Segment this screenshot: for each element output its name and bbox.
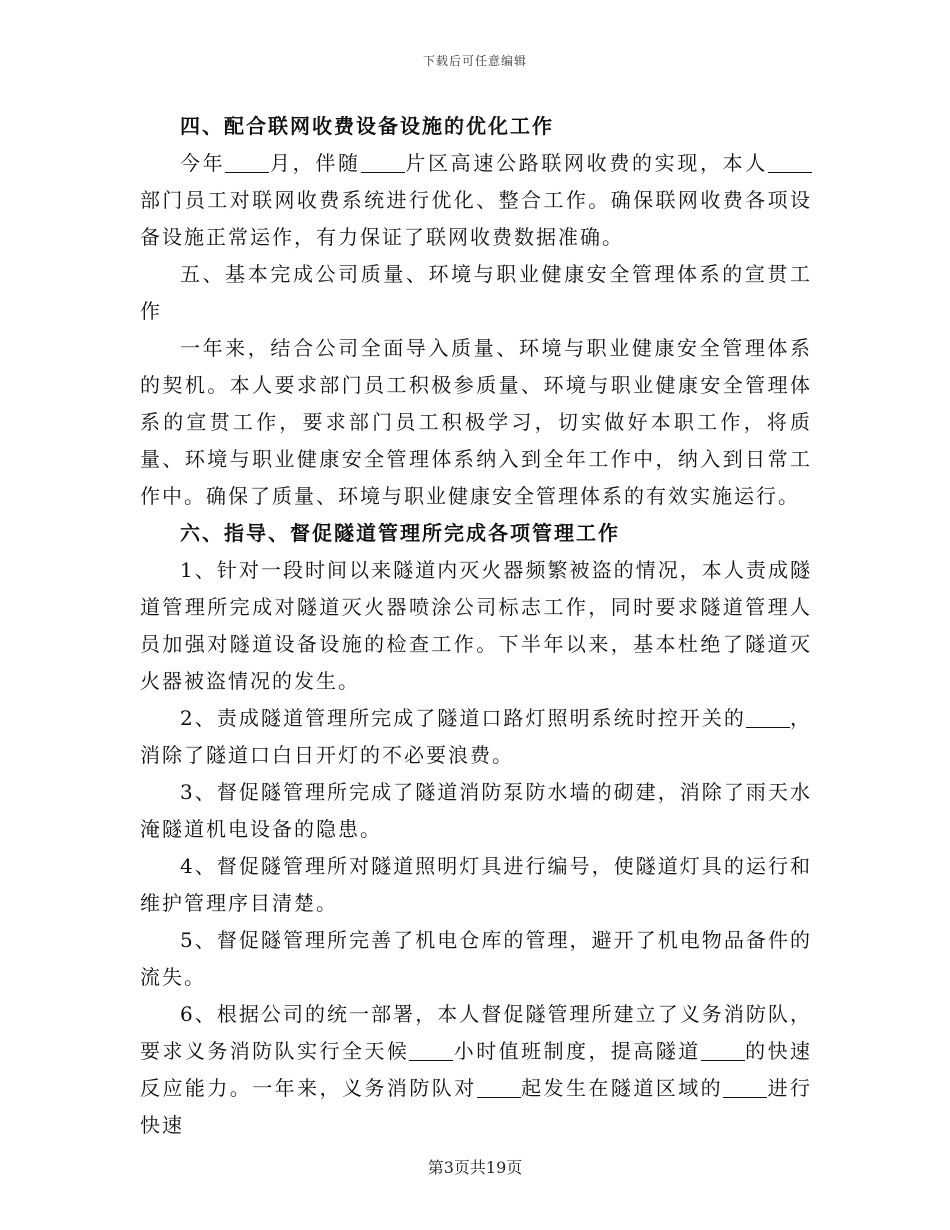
section-6-item-1: 1、针对一段时间以来隧道内灭火器频繁被盗的情况，本人责成隧道管理所完成对隧道灭火器喷涂公司标志工作，同时要求隧道管理人员加强对隧道设备设施的检查工作。下半年以来，基本杜绝了隧道灭火器被盗情况的发生。	[140, 558, 812, 693]
document-body	[140, 108, 812, 1144]
text-run: 起发生在隧道区域的	[520, 1076, 724, 1100]
section-4-paragraph	[140, 145, 812, 256]
section-4-heading: 四、配合联网收费设备设施的优化工作	[180, 114, 554, 138]
text-run: 2、责成隧道管理所完成了隧道口路灯照明系统时控开关的	[180, 706, 746, 730]
text-run: 进行快速	[140, 1076, 813, 1137]
fill-in-blank	[701, 1040, 745, 1061]
fill-in-blank	[768, 152, 812, 173]
section-5-heading: 五、基本完成公司质量、环境与职业健康安全管理体系的宣贯工作	[140, 262, 812, 323]
section-6-item-6	[140, 996, 812, 1144]
section-6-item-2	[140, 700, 812, 774]
fill-in-blank	[409, 1040, 453, 1061]
text-run: 小时值班制度，提高隧道	[453, 1039, 701, 1063]
text-run: 6、根据公司的统一部署，本人督促隧管理所建立了义务消防队，要求义务消防队实行全天候	[140, 1002, 812, 1063]
fill-in-blank	[477, 1077, 521, 1098]
section-6-item-4: 4、督促隧管理所对隧道照明灯具进行编号，使隧道灯具的运行和维护管理序目清楚。	[140, 854, 812, 915]
fill-in-blank	[225, 152, 269, 173]
fill-in-blank	[746, 707, 790, 728]
fill-in-blank	[723, 1077, 767, 1098]
section-6-item-5: 5、督促隧管理所完善了机电仓库的管理，避开了机电物品备件的流失。	[140, 928, 812, 989]
text-run: 部门员工对联网收费系统进行优化、整合工作。确保联网收费各项设备设施正常运作，有力保证了联网收费数据准确。	[140, 188, 812, 249]
page-footer: 第3页共19页	[427, 1158, 523, 1177]
page-header: 下载后可任意编辑	[422, 54, 527, 68]
fill-in-blank	[361, 152, 405, 173]
text-run: 的快速反应能力。一年来，义务消防队对	[140, 1039, 813, 1100]
section-5-paragraph: 一年来，结合公司全面导入质量、环境与职业健康安全管理体系的契机。本人要求部门员工积极参质量、环境与职业健康安全管理体系的宣贯工作，要求部门员工积极学习，切实做好本职工作，将质量、环境与职业健康安全管理体系纳入到全年工作中，纳入到日常工作中。确保了质量、环境与职业健康安全管理体系的有效实施运行。	[140, 336, 812, 508]
text-run: 片区高速公路联网收费的实现，本人	[404, 151, 769, 175]
text-run: ，消除了隧道口白日开灯的不必要浪费。	[140, 706, 812, 767]
section-6-heading: 六、指导、督促隧道管理所完成各项管理工作	[180, 521, 620, 545]
text-run: 月，伴随	[269, 151, 361, 175]
text-run: 今年	[180, 151, 226, 175]
section-6-item-3: 3、督促隧管理所完成了隧道消防泵防水墙的砌建，消除了雨天水淹隧道机电设备的隐患。	[140, 780, 812, 841]
